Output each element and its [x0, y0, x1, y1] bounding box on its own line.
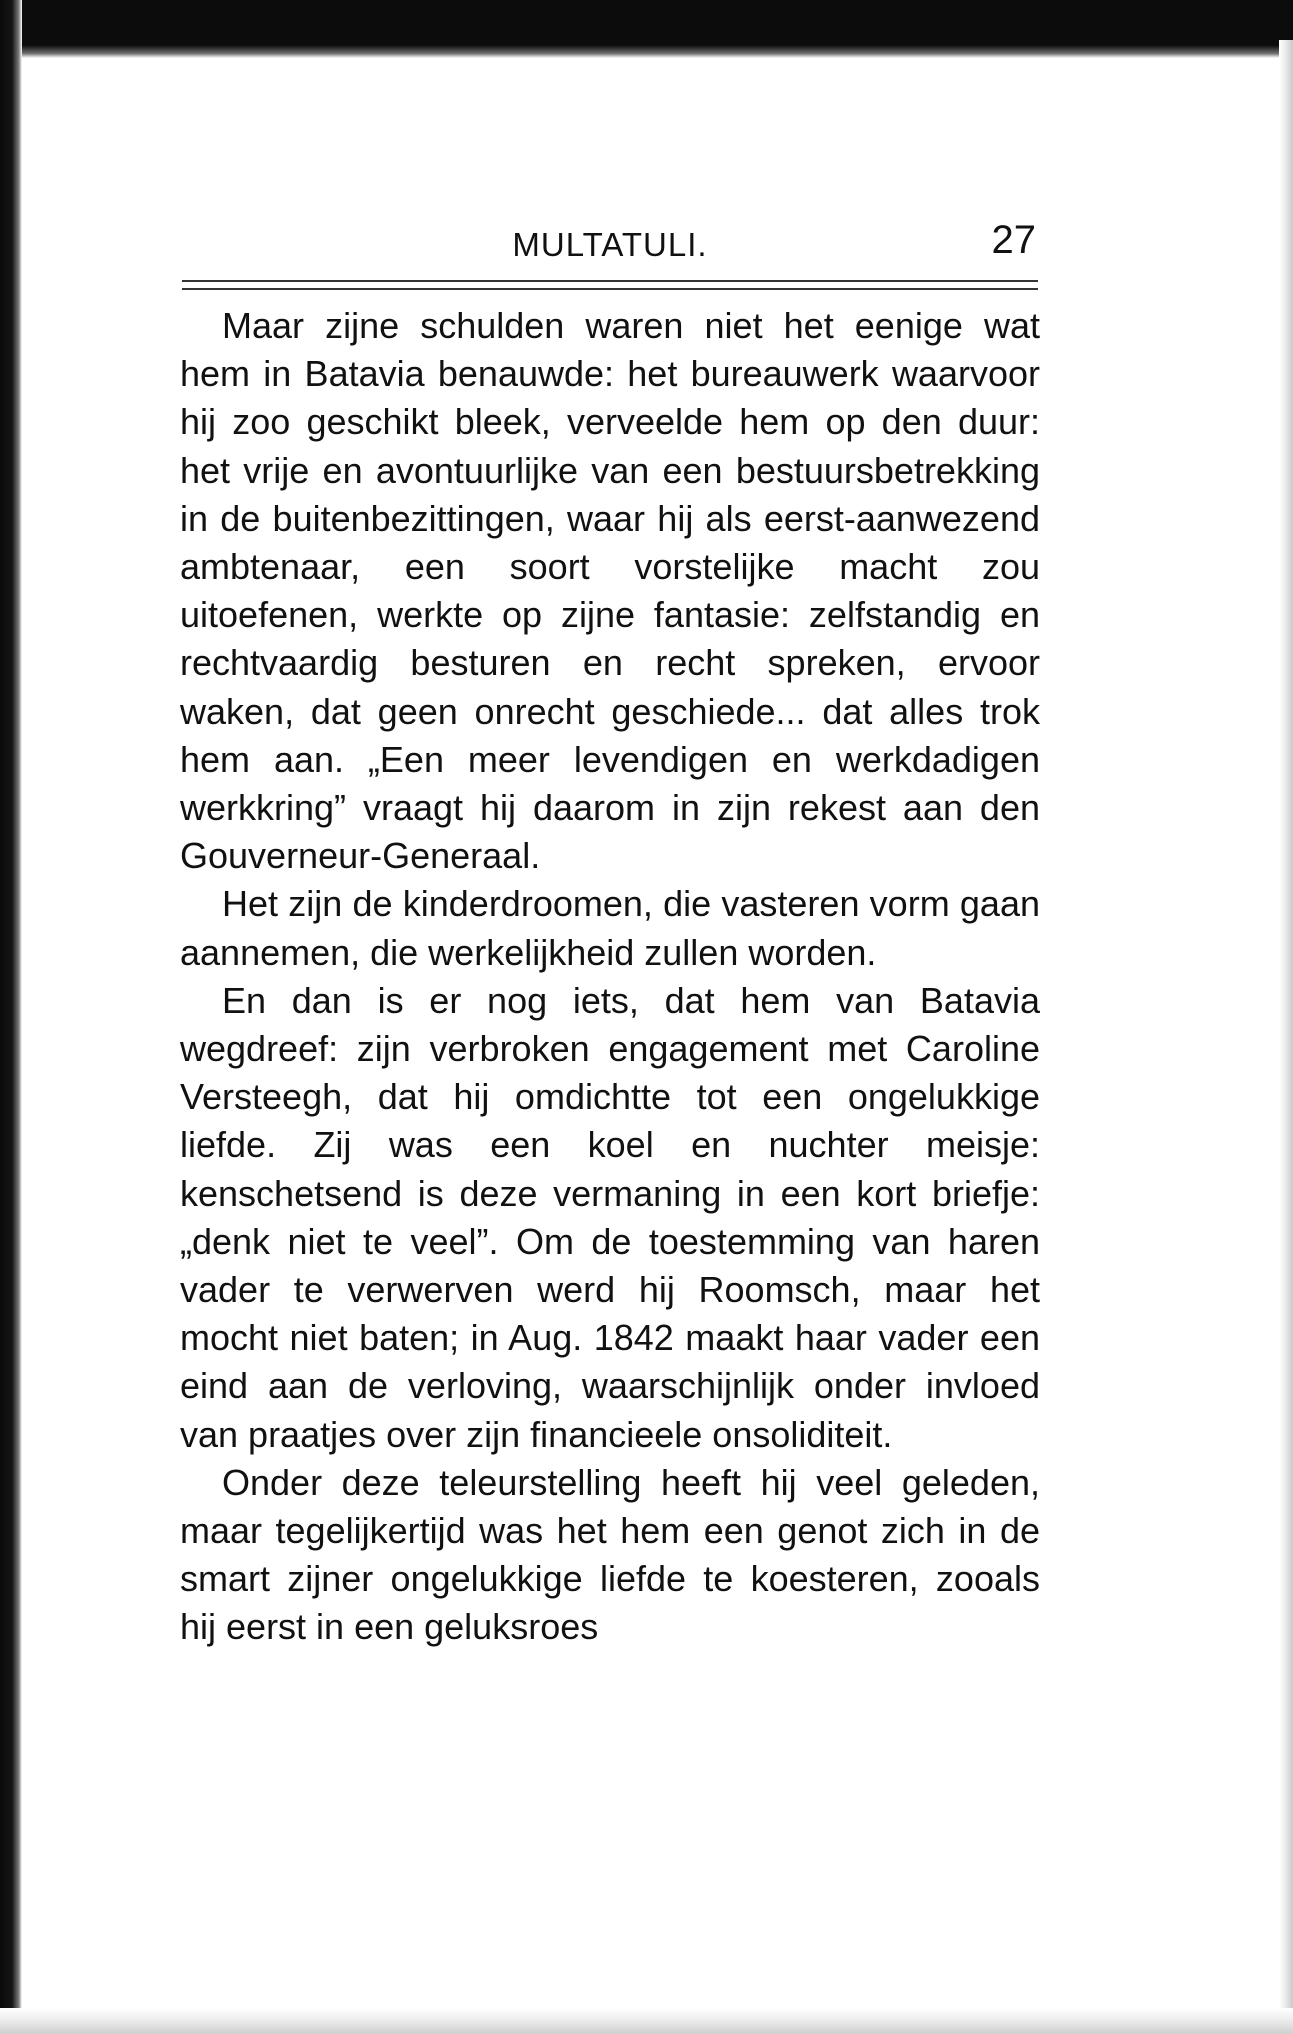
paragraph: Maar zijne schulden waren niet het eenige wat hem in Batavia benauwde: het bureauwerk waarvoor hij zoo geschikt bleek, verveelde hem op den duur: het vrije en avontuurlijke van een bestuursbetrekking in de buitenbezittingen, waar hij als eerst-aanwezend ambtenaar, een soort vorstelijke macht zou uitoefenen, werkte op zijne fantasie: zelfstandig en rechtvaardig besturen en recht spreken, ervoor waken, dat geen onrecht geschiede... dat alles trok hem aan. „Een meer levendigen en werkdadigen werkkring” vraagt hij daarom in zijn rekest aan den Gouverneur-Generaal. [180, 305, 1040, 877]
body-text [180, 302, 1040, 1652]
paragraph: Het zijn de kinderdroomen, die vasteren vorm gaan aannemen, die werkelijkheid zullen worden. [180, 883, 1040, 973]
header-rule-bottom [182, 288, 1038, 290]
running-title: MULTATULI. [512, 226, 708, 263]
paragraph: Onder deze teleurstelling heeft hij veel geleden, maar tegelijkertijd was het hem een genot zich in de smart zijner ongelukkige liefde te koesteren, zooals hij eerst in een geluksroes [180, 1461, 1040, 1648]
paragraph: En dan is er nog iets, dat hem van Batavia wegdreef: zijn verbroken engagement met Caroline Versteegh, dat hij omdichtte tot een ongelukkige liefde. Zij was een koel en nuchter meisje: kenschetsend is deze vermaning in een kort briefje: „denk niet te veel”. Om de toestemming van haren vader te verwerven werd hij Roomsch, maar het mocht niet baten; in Aug. 1842 maakt haar vader een eind aan de verloving, waarschijnlijk onder invloed van praatjes over zijn financieele onsoliditeit. [180, 979, 1040, 1455]
running-header [182, 218, 1038, 268]
scan-edge-right [1279, 40, 1293, 2034]
page-number: 27 [991, 218, 1036, 262]
scan-edge-top [0, 0, 1293, 58]
scan-edge-bottom [0, 2008, 1293, 2034]
scan-edge-left [0, 0, 22, 2034]
header-rule-top [182, 280, 1038, 282]
